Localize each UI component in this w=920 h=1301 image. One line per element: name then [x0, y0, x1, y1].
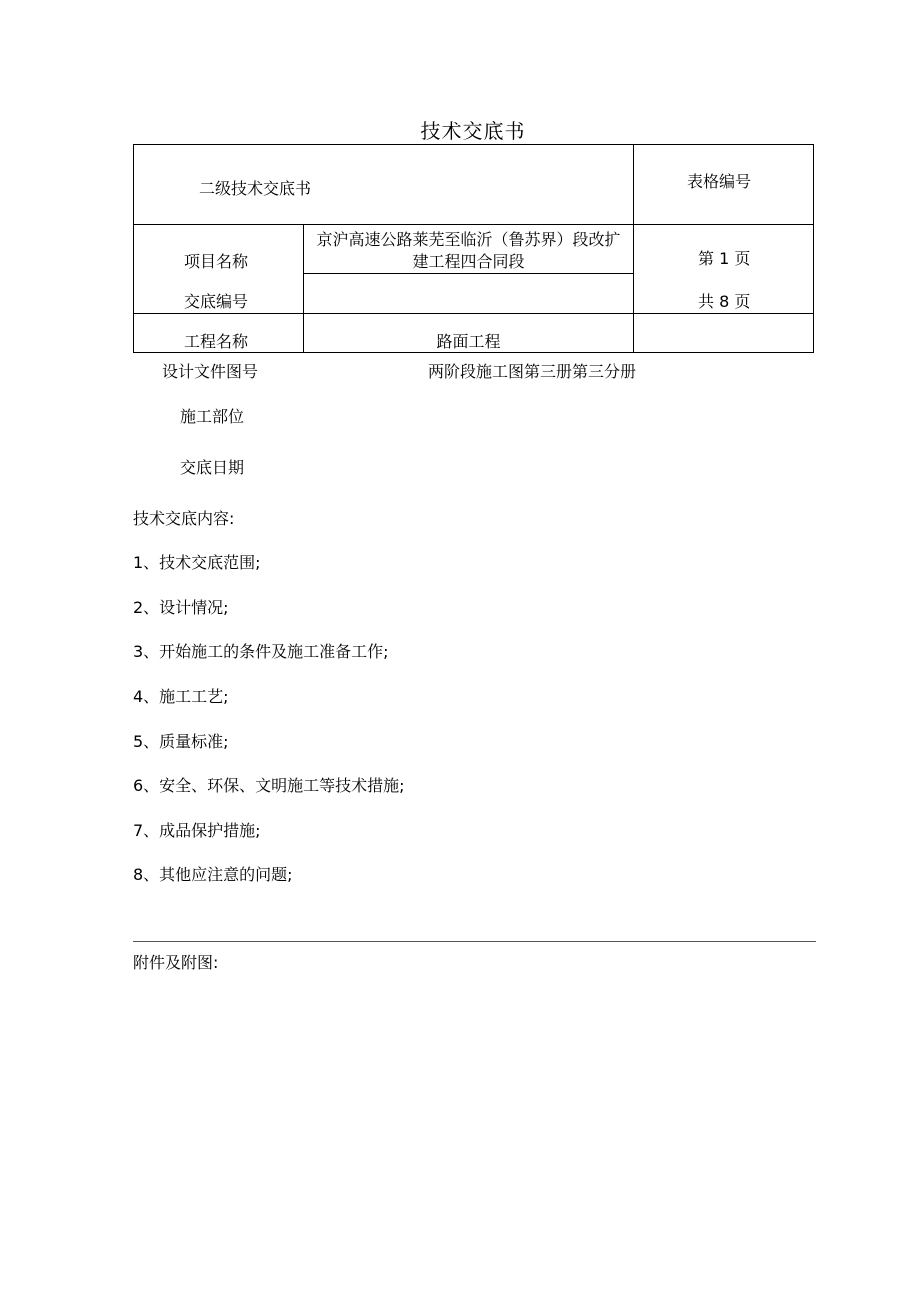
list-item: 5、质量标准;: [133, 732, 229, 751]
page-current: 第 1 页: [698, 249, 751, 268]
project-name-line2: 建工程四合同段: [412, 252, 525, 271]
level-label: 二级技术交底书: [199, 179, 312, 198]
document-title: 技术交底书: [420, 119, 526, 143]
list-item: 4、施工工艺;: [133, 687, 229, 706]
work-name-label: 工程名称: [184, 332, 249, 351]
section-divider: [133, 941, 816, 942]
content-heading: 技术交底内容:: [133, 509, 235, 528]
list-item: 2、设计情况;: [133, 598, 229, 617]
design-doc-value: 两阶段施工图第三册第三分册: [428, 362, 637, 381]
project-name-label: 项目名称: [184, 252, 249, 271]
work-name-value: 路面工程: [436, 332, 501, 351]
page-total: 共 8 页: [698, 292, 751, 311]
design-doc-label: 设计文件图号: [162, 362, 259, 381]
list-item: 3、开始施工的条件及施工准备工作;: [133, 642, 389, 661]
form-number-label: 表格编号: [687, 172, 752, 191]
list-item: 6、安全、环保、文明施工等技术措施;: [133, 776, 405, 795]
list-item: 7、成品保护措施;: [133, 821, 261, 840]
attachments-label: 附件及附图:: [133, 953, 219, 972]
project-name-line1: 京沪高速公路莱芜至临沂（鲁苏界）段改扩: [316, 230, 621, 249]
list-item: 1、技术交底范围;: [133, 553, 261, 572]
project-name-value: [303, 229, 634, 273]
construction-site-label: 施工部位: [180, 407, 245, 426]
disclosure-date-label: 交底日期: [180, 458, 245, 477]
list-item: 8、其他应注意的问题;: [133, 865, 293, 884]
disclosure-number-label: 交底编号: [184, 292, 249, 311]
